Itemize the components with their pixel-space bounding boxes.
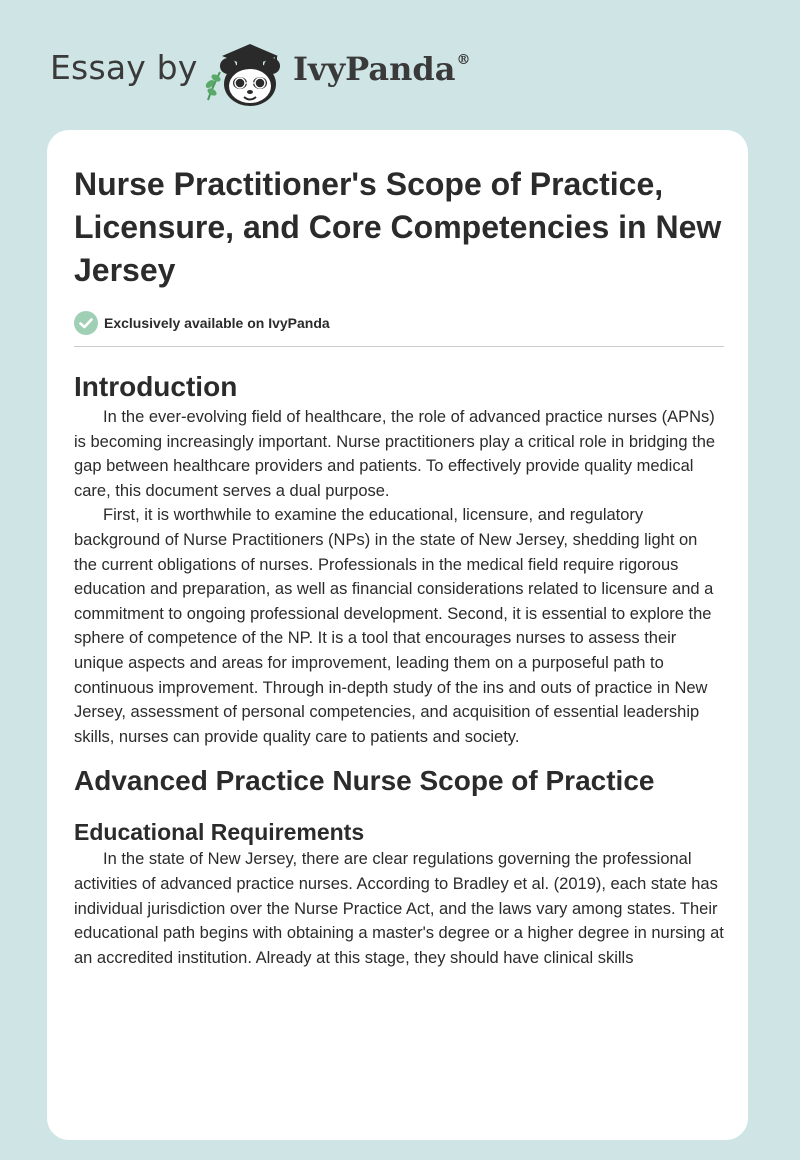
essay-card xyxy=(47,130,748,1140)
essay-title: Nurse Practitioner's Scope of Practice, Licensure, and Core Competencies in New Jersey xyxy=(74,166,722,288)
site-header xyxy=(0,0,800,130)
paragraph: First, it is worthwhile to examine the educational, licensure, and regulatory background of Nurse Practitioners (NPs) in the state of New Jersey, shedding light on the current obligations of nurses. Professionals in the medical field require rigorous education and preparation, as well as financial considerations related to licensure and a commitment to ongoing professional development. Second, it is essential to explore the sphere of competence of the NP. It is a tool that encourages nurses to assess their unique aspects and areas for improvement, leading them on a purposeful path to continuous improvement. Through in-depth study of the ins and outs of practice in New Jersey, assessment of personal competencies, and acquisition of essential leadership skills, nurses can provide quality care to patients and society. xyxy=(74,506,714,746)
introduction-heading: Introduction xyxy=(74,371,238,402)
exclusive-label: Exclusively available on IvyPanda xyxy=(104,315,330,331)
check-circle-icon xyxy=(74,311,98,335)
paragraph: In the ever-evolving field of healthcare, the role of advanced practice nurses (APNs) is becoming increasingly important. Nurse practitioners play a critical role in bridging the gap between healthcare providers and patients. To effectively provide quality medical care, this document serves a dual purpose. xyxy=(74,408,716,500)
essay-by-label: Essay by xyxy=(50,48,198,87)
essay-content xyxy=(74,163,724,970)
paragraph: In the state of New Jersey, there are clear regulations governing the professional activities of advanced practice nurses. According to Bradley et al. (2019), each state has individual jurisdiction over the Nurse Practice Act, and the laws vary among states. Their educational path begins with obtaining a master's degree or a higher degree in nursing at an accredited institution. Already at this stage, they should have clinical skills xyxy=(74,850,724,967)
educational-requirements-heading: Educational Requirements xyxy=(74,819,365,846)
divider xyxy=(74,346,724,347)
panda-graduate-logo-icon[interactable] xyxy=(200,36,292,108)
registered-mark: ® xyxy=(456,52,471,69)
scope-heading: Advanced Practice Nurse Scope of Practice xyxy=(74,765,655,797)
exclusive-badge xyxy=(74,310,724,336)
brand-label: IvyPanda xyxy=(293,50,456,88)
brand-name[interactable] xyxy=(293,50,470,88)
